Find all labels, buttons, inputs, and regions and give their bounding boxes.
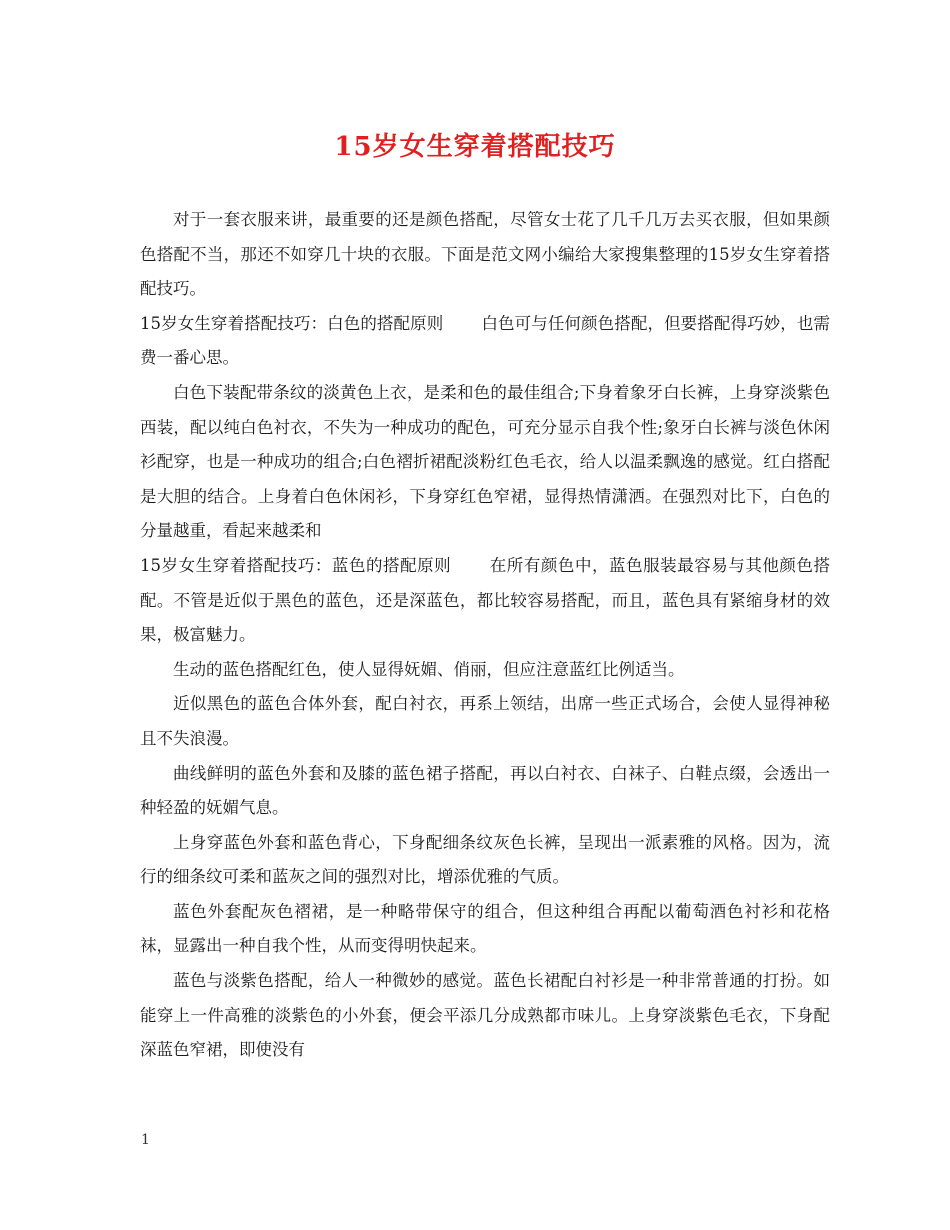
blue-section-heading: 15岁女生穿着搭配技巧：蓝色的搭配原则	[140, 555, 452, 575]
body-paragraph: 蓝色与淡紫色搭配，给人一种微妙的感觉。蓝色长裙配白衬衫是一种非常普通的打扮。如能穿上一件高雅的淡紫色的小外套，便会平添几分成熟都市味儿。上身穿淡紫色毛衣，下身配深蓝色窄裙，即使没有	[140, 971, 830, 1060]
body-paragraph: 近似黑色的蓝色合体外套，配白衬衣，再系上领结，出席一些正式场合，会使人显得神秘且不失浪漫。	[140, 694, 830, 748]
document-body	[140, 203, 830, 1068]
page-number: 1	[141, 1132, 150, 1148]
blue-section-lead: 在所有颜色中，蓝色服装最容易与其他颜色搭配。不管是近似于黑色的蓝色，还是深蓝色，都比较容易搭配，而且，蓝色具有紧缩身材的效果，极富魅力。	[140, 555, 831, 645]
body-paragraph: 曲线鲜明的蓝色外套和及膝的蓝色裙子搭配，再以白衬衣、白袜子、白鞋点缀，会透出一种轻盈的妩媚气息。	[140, 763, 830, 818]
body-paragraph: 上身穿蓝色外套和蓝色背心，下身配细条纹灰色长裤，呈现出一派素雅的风格。因为，流行的细条纹可柔和蓝灰之间的强烈对比，增添优雅的气质。	[140, 832, 830, 887]
white-section-paragraph	[140, 307, 830, 376]
blue-section-paragraph	[140, 549, 830, 653]
white-section-lead: 白色可与任何颜色搭配，但要搭配得巧妙，也需费一番心思。	[140, 313, 830, 368]
document-title: 15岁女生穿着搭配技巧	[334, 132, 616, 162]
body-paragraph: 蓝色外套配灰色褶裙，是一种略带保守的组合，但这种组合再配以葡萄酒色衬衫和花格袜，显露出一种自我个性，从而变得明快起来。	[140, 901, 830, 956]
body-paragraph: 生动的蓝色搭配红色，使人显得妩媚、俏丽，但应注意蓝红比例适当。	[173, 659, 685, 679]
white-section-body: 白色下装配带条纹的淡黄色上衣，是柔和色的最佳组合;下身着象牙白长裤，上身穿淡紫色西装，配以纯白色衬衣，不失为一种成功的配色，可充分显示自我个性;象牙白长裤与淡色休闲衫配穿，也是一种成功的组合;白色褶折裙配淡粉红色毛衣，给人以温柔飘逸的感觉。红白搭配是大胆的结合。上身着白色休闲衫，下身穿红色窄裙，显得热情潇洒。在强烈对比下，白色的分量越重，看起来越柔和	[140, 382, 830, 541]
white-section-heading: 15岁女生穿着搭配技巧：白色的搭配原则	[140, 313, 444, 333]
intro-paragraph: 对于一套衣服来讲，最重要的还是颜色搭配，尽管女士花了几千几万去买衣服，但如果颜色搭配不当，那还不如穿几十块的衣服。下面是范文网小编给大家搜集整理的15岁女生穿着搭配技巧。	[140, 210, 830, 299]
